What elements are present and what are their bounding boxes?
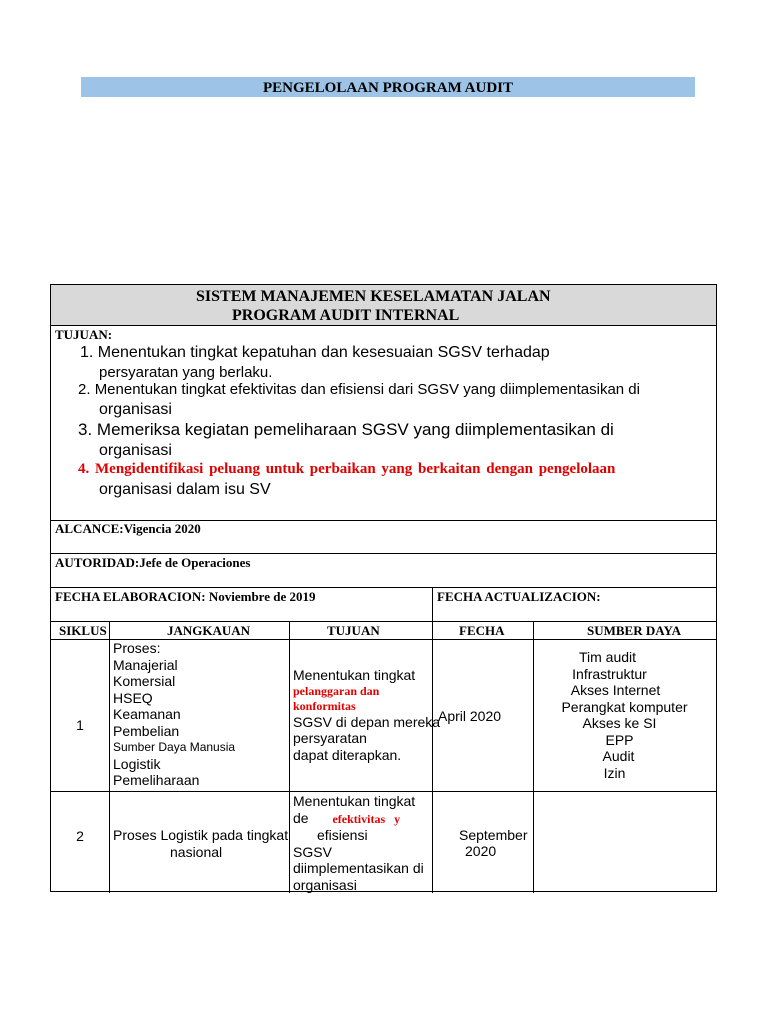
objective-3 bbox=[78, 420, 614, 440]
tujuan-word: de bbox=[293, 809, 309, 826]
row1-sumber-daya bbox=[533, 649, 718, 781]
objective-text: Menentukan tingkat kepatuhan dan kesesuaian SGSV terhadap bbox=[97, 344, 550, 361]
list-item: Perangkat komputer bbox=[561, 698, 688, 715]
list-item: Pembelian bbox=[113, 722, 180, 739]
list-item: Infrastruktur bbox=[572, 665, 647, 682]
list-item: Logistik bbox=[113, 755, 161, 772]
col-header-jangkauan: JANGKAUAN bbox=[167, 623, 251, 638]
list-item: Audit bbox=[602, 748, 635, 764]
list-item: Sumber Daya Manusia bbox=[113, 740, 236, 754]
tujuan-line bbox=[293, 810, 424, 828]
objective-2-cont: organisasi bbox=[99, 401, 172, 418]
list-item: Proses: bbox=[113, 640, 161, 656]
tujuan-line: Menentukan tingkat bbox=[293, 793, 416, 809]
row2-fecha-line2: 2020 bbox=[465, 843, 497, 859]
tujuan-line-highlight: pelanggaran dan bbox=[293, 683, 380, 698]
objective-2 bbox=[78, 381, 640, 398]
row1-jangkauan bbox=[113, 640, 235, 789]
tujuan-line-highlight: konformitas bbox=[293, 698, 356, 713]
objective-number: 4. bbox=[78, 461, 90, 477]
tujuan-line: efisiensi bbox=[317, 827, 368, 843]
list-item: Izin bbox=[603, 764, 626, 781]
list-item: Manajerial bbox=[113, 656, 178, 673]
objective-text: Menentukan tingkat efektivitas dan efisiensi dari SGSV yang diimplementasikan di bbox=[94, 381, 640, 398]
list-item: Akses Internet bbox=[570, 682, 661, 698]
list-item: Tim audit bbox=[578, 649, 637, 665]
objective-text: Memeriksa kegiatan pemeliharaan SGSV yang diimplementasikan di bbox=[96, 420, 614, 439]
tujuan-line: persyaratan bbox=[293, 730, 367, 746]
list-item: EPP bbox=[605, 731, 634, 748]
document-title: PENGELOLAAN PROGRAM AUDIT bbox=[81, 77, 695, 97]
list-item: Akses ke SI bbox=[582, 715, 657, 731]
divider bbox=[51, 553, 716, 554]
row1-tujuan bbox=[293, 667, 440, 763]
autoridad-field: AUTORIDAD:Jefe de Operaciones bbox=[55, 555, 251, 570]
objective-number: 1. bbox=[80, 344, 94, 361]
objective-text: Mengidentifikasi peluang untuk perbaikan yang berkaitan dengan pengelolaan bbox=[95, 461, 616, 477]
list-item: Komersial bbox=[113, 673, 176, 689]
jangkauan-line: nasional bbox=[170, 843, 223, 860]
row2-jangkauan bbox=[113, 827, 293, 860]
jangkauan-line: Proses Logistik pada tingkat bbox=[113, 827, 289, 843]
divider bbox=[51, 791, 716, 792]
col-header-sumber-daya: SUMBER DAYA bbox=[587, 623, 682, 638]
divider bbox=[51, 621, 716, 622]
row2-tujuan bbox=[293, 793, 424, 893]
col-header-tujuan: TUJUAN bbox=[327, 623, 380, 638]
fecha-elaboracion-field: FECHA ELABORACION: Noviembre de 2019 bbox=[55, 589, 316, 604]
row1-fecha: April 2020 bbox=[438, 708, 502, 724]
tujuan-line: SGSV di depan mereka bbox=[293, 713, 441, 730]
row1-siklus: 1 bbox=[76, 717, 84, 733]
divider bbox=[432, 587, 433, 621]
fecha-actualizacion-field: FECHA ACTUALIZACION: bbox=[437, 589, 601, 604]
objective-number: 2. bbox=[78, 381, 91, 398]
tujuan-line: dapat diterapkan. bbox=[293, 746, 402, 763]
col-header-siklus: SIKLUS bbox=[59, 623, 107, 638]
tujuan-highlight: efektivitas y bbox=[332, 811, 401, 826]
tujuan-label: TUJUAN: bbox=[55, 327, 113, 342]
divider bbox=[51, 325, 716, 326]
alcance-field: ALCANCE:Vigencia 2020 bbox=[55, 521, 201, 536]
list-item: Pemeliharaan bbox=[113, 772, 200, 788]
divider bbox=[109, 621, 110, 893]
list-item: HSEQ bbox=[113, 689, 153, 706]
objective-1-cont: persyaratan yang berlaku. bbox=[99, 364, 273, 381]
objective-4 bbox=[78, 461, 615, 478]
tujuan-line: diimplementasikan di bbox=[293, 860, 424, 876]
col-header-fecha: FECHA bbox=[459, 623, 505, 638]
objective-number: 3. bbox=[78, 420, 93, 439]
tujuan-line: Menentukan tingkat bbox=[293, 667, 416, 683]
divider bbox=[51, 587, 716, 588]
audit-program-table bbox=[50, 284, 717, 892]
objective-4-cont: organisasi dalam isu SV bbox=[99, 481, 271, 498]
row2-fecha-line1: September bbox=[459, 827, 528, 843]
list-item: Keamanan bbox=[113, 706, 181, 722]
table-title-line2: PROGRAM AUDIT INTERNAL bbox=[232, 307, 460, 324]
table-title-line1: SISTEM MANAJEMEN KESELAMATAN JALAN bbox=[196, 288, 551, 305]
tujuan-line: organisasi bbox=[293, 876, 357, 893]
row2-siklus: 2 bbox=[76, 828, 84, 844]
objective-3-cont: organisasi bbox=[99, 442, 172, 459]
tujuan-line: SGSV bbox=[293, 843, 332, 860]
objective-1 bbox=[80, 344, 550, 362]
